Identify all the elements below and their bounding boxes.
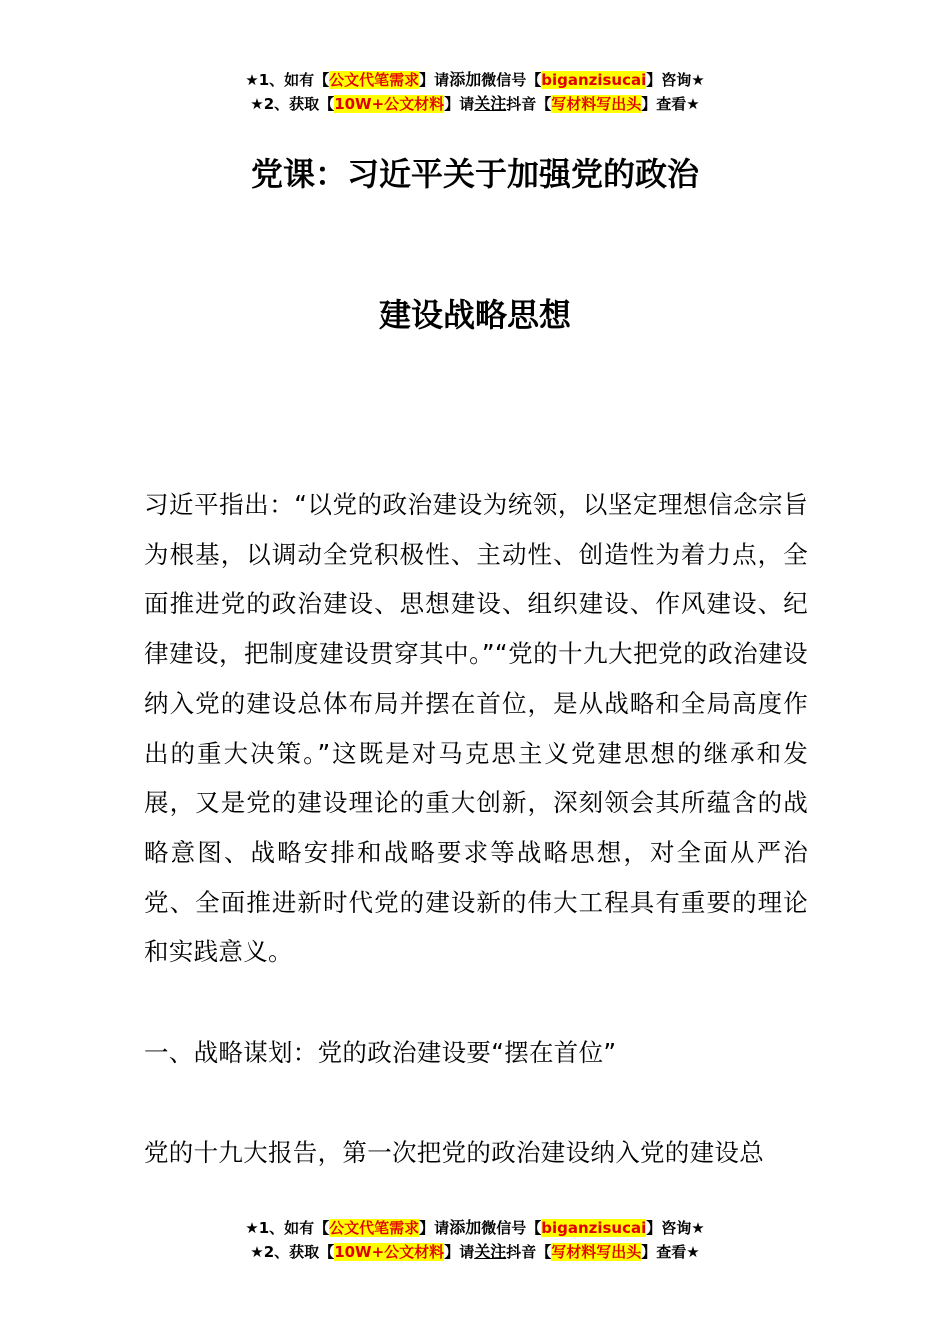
bottom-banner-line-2-prefix: ★2、获取【	[250, 1243, 335, 1261]
banner-line-1-emphasis: 添加	[449, 70, 482, 89]
bottom-banner-line-1-prefix: ★1、如有【	[245, 1219, 330, 1237]
document-title-line-2: 建设战略思想	[378, 296, 571, 334]
bottom-banner-line-1-emphasis: 添加	[449, 1218, 482, 1237]
banner-line-2-suffix: 】查看★	[641, 95, 700, 113]
body-paragraph-2: 党的十九大报告，第一次把党的政治建设纳入党的建设总	[144, 1138, 764, 1167]
bottom-banner	[0, 1216, 950, 1264]
section-heading-1: 一、战略谋划：党的政治建设要“摆在首位”	[144, 1038, 617, 1067]
bottom-banner-line-1-mid: 】请	[419, 1219, 450, 1237]
body-paragraph-1: 习近平指出：“以党的政治建设为统领，以坚定理想信念宗旨为根基，以调动全党积极性、主动性、创造性为着力点，全面推进党的政治建设、思想建设、组织建设、作风建设、纪律建设，把制度建设贯穿其中。”“党的十九大把党的政治建设纳入党的建设总体布局并摆在首位，是从战略和全局高度作出的重大决策。”这既是对马克思主义党建思想的继承和发展，又是党的建设理论的重大创新，深刻领会其所蕴含的战略意图、战略安排和战略要求等战略思想，对全面从严治党、全面推进新时代党的建设新的伟大工程具有重要的理论和实践意义。	[144, 490, 808, 967]
banner-line-2	[0, 92, 950, 116]
document-title-line-1: 党课：习近平关于加强党的政治	[250, 155, 699, 193]
bottom-banner-line-1	[0, 1216, 950, 1240]
banner-line-2-mid: 】请	[444, 95, 475, 113]
bottom-banner-line-2-highlight-douyin: 写材料写出头	[551, 1243, 642, 1261]
banner-line-2-emphasis: 关注	[474, 94, 507, 113]
bottom-banner-line-1-mid-2: 微信号【	[481, 1219, 542, 1237]
banner-line-1	[0, 68, 950, 92]
bottom-banner-line-1-highlight-service: 公文代笔需求	[329, 1219, 420, 1237]
bottom-banner-line-1-highlight-wechat: biganzisucai	[541, 1219, 647, 1237]
banner-line-2-highlight-douyin: 写材料写出头	[551, 95, 642, 113]
banner-line-2-mid-2: 抖音【	[506, 95, 552, 113]
top-banner	[0, 68, 950, 116]
banner-line-2-prefix: ★2、获取【	[250, 95, 335, 113]
banner-line-1-mid: 】请	[419, 71, 450, 89]
banner-line-1-suffix: 】咨询★	[646, 71, 705, 89]
bottom-banner-line-2-emphasis: 关注	[474, 1242, 507, 1261]
banner-line-2-highlight-materials: 10W+公文材料	[334, 95, 445, 113]
banner-line-1-mid-2: 微信号【	[481, 71, 542, 89]
bottom-banner-line-2-mid: 】请	[444, 1243, 475, 1261]
bottom-banner-line-1-suffix: 】咨询★	[646, 1219, 705, 1237]
bottom-banner-line-2-suffix: 】查看★	[641, 1243, 700, 1261]
bottom-banner-line-2-highlight-materials: 10W+公文材料	[334, 1243, 445, 1261]
bottom-banner-line-2	[0, 1240, 950, 1264]
banner-line-1-prefix: ★1、如有【	[245, 71, 330, 89]
banner-line-1-highlight-wechat: biganzisucai	[541, 71, 647, 89]
banner-line-1-highlight-service: 公文代笔需求	[329, 71, 420, 89]
bottom-banner-line-2-mid-2: 抖音【	[506, 1243, 552, 1261]
